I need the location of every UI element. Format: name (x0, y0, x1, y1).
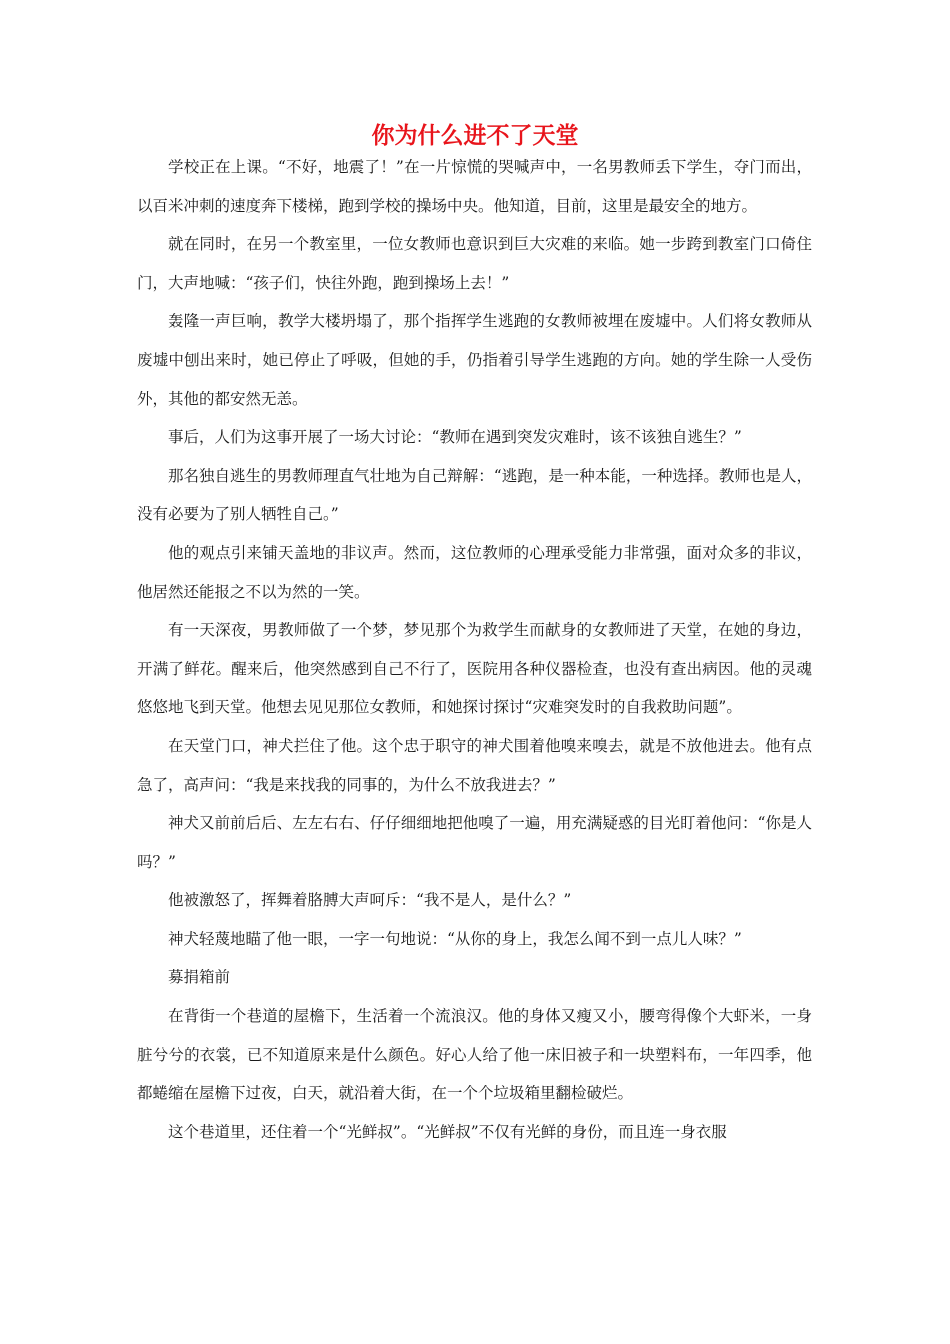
paragraph: 轰隆一声巨响，教学大楼坍塌了，那个指挥学生逃跑的女教师被埋在废墟中。人们将女教师从废墟中刨出来时，她已停止了呼吸，但她的手，仍指着引导学生逃跑的方向。她的学生除一人受伤外，其他的都安然无恙。 (137, 312, 812, 408)
paragraph: 有一天深夜，男教师做了一个梦，梦见那个为救学生而献身的女教师进了天堂，在她的身边，开满了鲜花。醒来后，他突然感到自己不行了，医院用各种仪器检查，也没有查出病因。他的灵魂悠悠地飞到天堂。他想去见见那位女教师，和她探讨探讨“灾难突发时的自我救助问题”。 (137, 621, 812, 717)
paragraph: 这个巷道里，还住着一个“光鲜叔”。“光鲜叔”不仅有光鲜的身份，而且连一身衣服 (168, 1122, 727, 1141)
paragraph: 他的观点引来铺天盖地的非议声。然而，这位教师的心理承受能力非常强，面对众多的非议，他居然还能报之不以为然的一笑。 (137, 543, 812, 601)
paragraph: 学校正在上课。“不好，地震了！”在一片惊慌的哭喊声中，一名男教师丢下学生，夺门而出，以百米冲刺的速度奔下楼梯，跑到学校的操场中央。他知道，目前，这里是最安全的地方。 (137, 158, 812, 215)
paragraph: 那名独自逃生的男教师理直气壮地为自己辩解：“逃跑，是一种本能，一种选择。教师也是人，没有必要为了别人牺牲自己。” (137, 466, 812, 524)
paragraph: 神犬轻蔑地瞄了他一眼，一字一句地说：“从你的身上，我怎么闻不到一点儿人味？” (168, 929, 742, 948)
document-title: 你为什么进不了天堂 (371, 122, 579, 149)
paragraph: 就在同时，在另一个教室里，一位女教师也意识到巨大灾难的来临。她一步跨到教室门口倚住门，大声地喊：“孩子们，快往外跑，跑到操场上去！” (137, 235, 812, 292)
section-heading: 募捐箱前 (168, 968, 231, 987)
document-body (137, 148, 812, 1151)
paragraph: 神犬又前前后后、左左右右、仔仔细细地把他嗅了一遍，用充满疑惑的目光盯着他问：“你是人吗？” (137, 814, 812, 871)
paragraph: 在背街一个巷道的屋檐下，生活着一个流浪汉。他的身体又瘦又小，腰弯得像个大虾米，一身脏兮兮的衣裳，已不知道原来是什么颜色。好心人给了他一床旧被子和一块塑料布，一年四季，他都蜷缩在屋檐下过夜，白天，就沿着大街，在一个个垃圾箱里翻检破烂。 (137, 1007, 812, 1103)
paragraph: 事后，人们为这事开展了一场大讨论：“教师在遇到突发灾难时，该不该独自逃生？” (168, 428, 742, 447)
paragraph: 他被激怒了，挥舞着胳膊大声呵斥：“我不是人，是什么？” (168, 891, 572, 910)
paragraph: 在天堂门口，神犬拦住了他。这个忠于职守的神犬围着他嗅来嗅去，就是不放他进去。他有点急了，高声问：“我是来找我的同事的，为什么不放我进去？” (137, 736, 812, 794)
